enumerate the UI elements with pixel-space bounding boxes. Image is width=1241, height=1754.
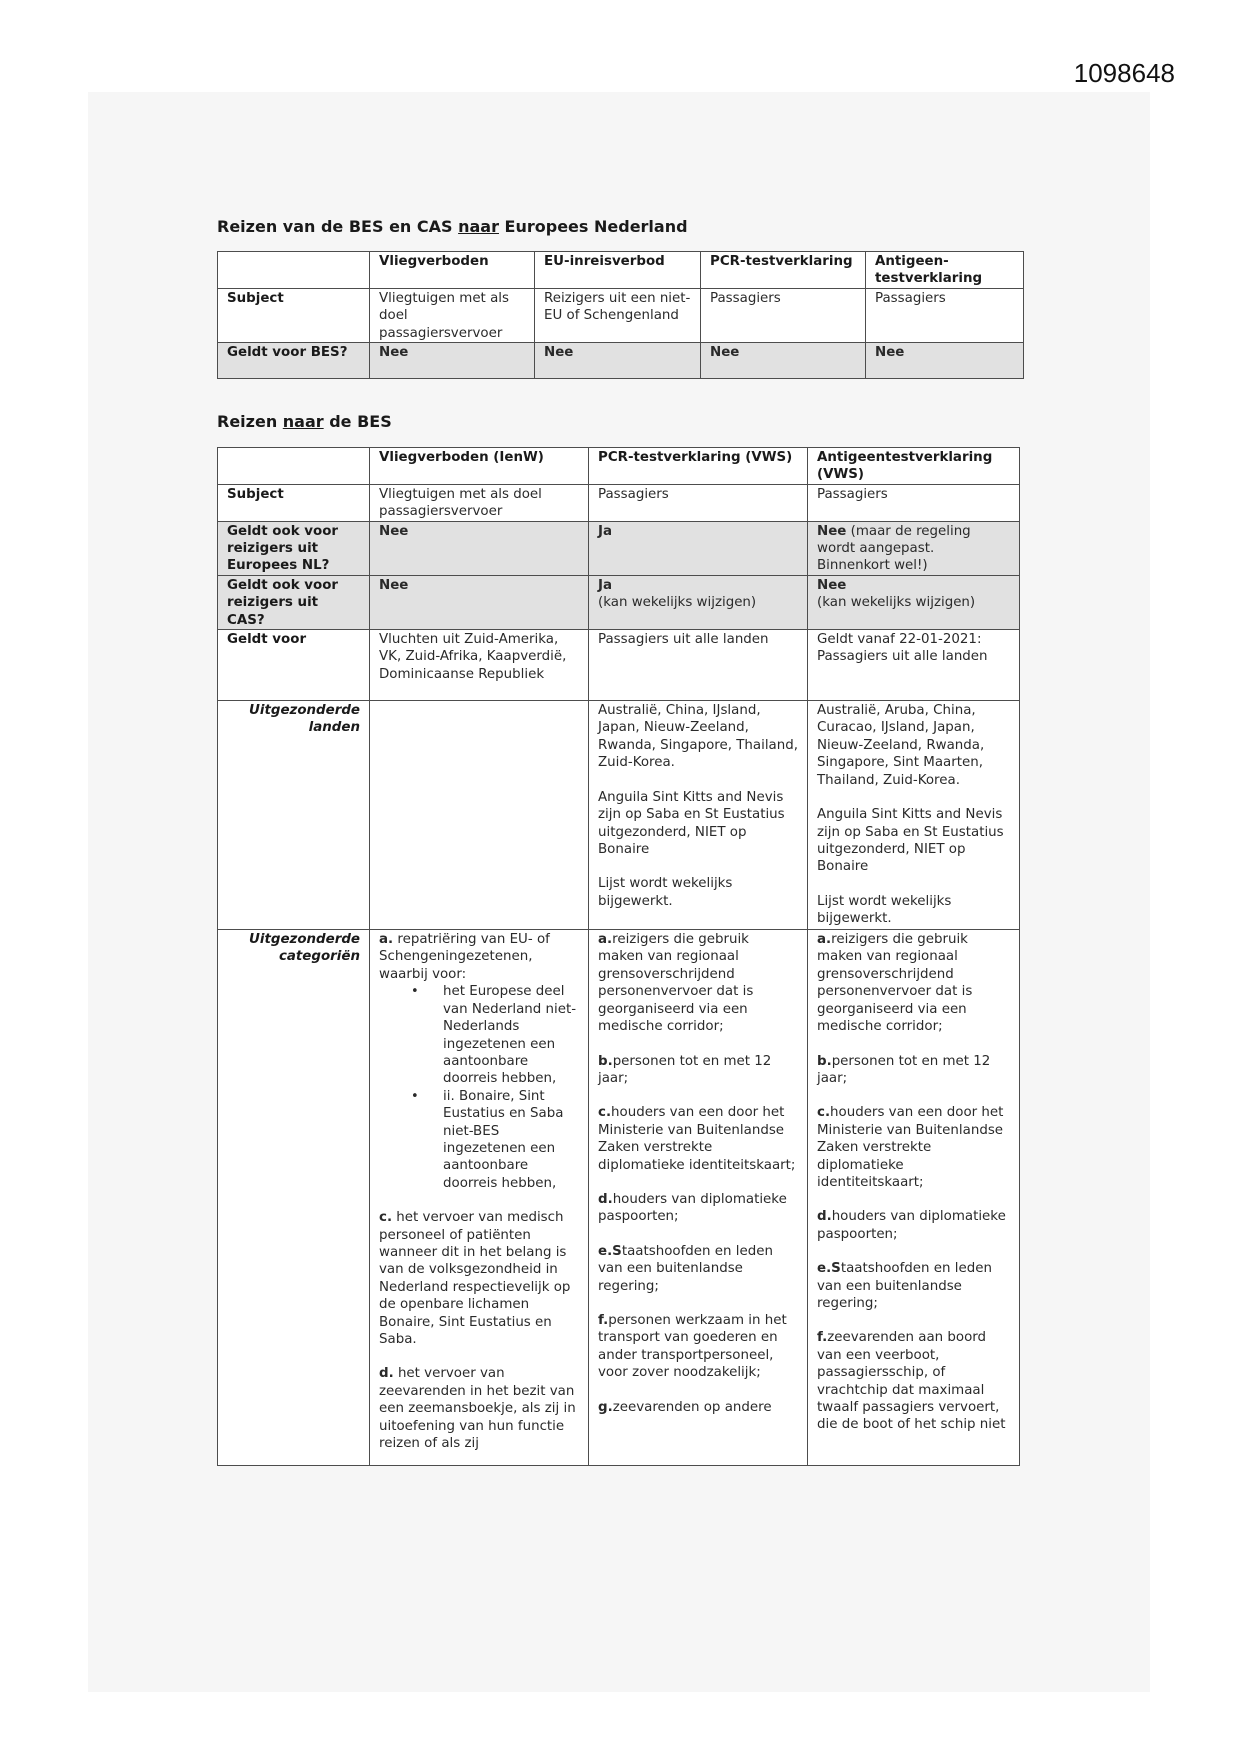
column-header: EU-inreisverbod	[535, 252, 701, 289]
table-cell: Vluchten uit Zuid-Amerika, VK, Zuid-Afrika, Kaapverdië, Dominicaanse Republiek	[370, 630, 589, 701]
table-cell	[808, 930, 1020, 1466]
table-row	[218, 343, 1024, 379]
column-header: Vliegverboden	[370, 252, 535, 289]
table-cell: Nee (maar de regeling wordt aangepast. Binnenkort wel!)	[808, 521, 1020, 575]
table-cell: Nee (kan wekelijks wijzigen)	[808, 575, 1020, 629]
travel-from-bes-table	[217, 251, 1024, 379]
table-cell: Nee	[535, 343, 701, 379]
category-item: b.personen tot en met 12 jaar;	[598, 1053, 772, 1086]
section1-heading: Reizen van de BES en CAS naar Europees Nederland	[217, 217, 688, 236]
category-a: a. repatriëring van EU- of Schengeningezetenen, waarbij voor:	[379, 932, 550, 982]
list-item: • het Europese deel van Nederland niet-Nederlands ingezetenen een aantoonbare doorreis hebben,	[443, 983, 579, 1087]
table-cell	[808, 701, 1020, 930]
list-item: • ii. Bonaire, Sint Eustatius en Saba niet-BES ingezetenen een aantoonbare doorreis hebben,	[443, 1088, 579, 1192]
category-item: d.houders van diplomatieke paspoorten;	[598, 1191, 787, 1225]
section2-heading: Reizen naar de BES	[217, 412, 392, 431]
column-header: Vliegverboden (IenW)	[370, 448, 589, 485]
column-header: PCR-testverklaring	[701, 252, 866, 289]
table-row	[218, 484, 1020, 521]
bullet-list	[379, 983, 579, 1192]
table-cell: Passagiers uit alle landen	[589, 630, 808, 701]
table-cell: Nee	[370, 575, 589, 629]
column-header: Antigeentestverklaring (VWS)	[808, 448, 1020, 485]
category-item: g.zeevarenden op andere	[598, 1399, 772, 1415]
corner-cell	[218, 252, 370, 289]
category-item: c.houders van een door het Ministerie van Buitenlandse Zaken verstrekte diplomatieke identiteitskaart;	[598, 1105, 796, 1173]
table-cell: Ja	[589, 521, 808, 575]
table-cell: Geldt vanaf 22-01-2021: Passagiers uit alle landen	[808, 630, 1020, 701]
table-row	[218, 930, 1020, 1466]
table-cell: Passagiers	[866, 288, 1024, 342]
table-cell: Nee	[866, 343, 1024, 379]
category-item: a.reizigers die gebruik maken van regionaal grensoverschrijdend personenvervoer dat is georganiseerd via een medische corridor;	[598, 932, 754, 1035]
paragraph: Lijst wordt wekelijks bijgewerkt.	[817, 893, 952, 927]
table-cell: Ja (kan wekelijks wijzigen)	[589, 575, 808, 629]
row-header: Geldt ook voor reizigers uit CAS?	[218, 575, 370, 629]
table-row	[218, 630, 1020, 701]
category-item: f.personen werkzaam in het transport van goederen en ander transportpersoneel, voor zover noodzakelijk;	[598, 1312, 787, 1381]
category-item: e.Staatshoofden en leden van een buitenlandse regering;	[598, 1243, 773, 1294]
column-header: PCR-testverklaring (VWS)	[589, 448, 808, 485]
table-cell: Vliegtuigen met als doel passagiersvervoer	[370, 288, 535, 342]
table-row	[218, 288, 1024, 342]
category-item: b.personen tot en met 12 jaar;	[817, 1053, 991, 1086]
row-header: Subject	[218, 288, 370, 342]
paragraph: Anguila Sint Kitts and Nevis zijn op Saba en St Eustatius uitgezonderd, NIET op Bonaire	[598, 789, 785, 857]
table-row	[218, 701, 1020, 930]
row-header: Subject	[218, 484, 370, 521]
table-row	[218, 521, 1020, 575]
table-header-row	[218, 448, 1020, 485]
row-header: Geldt ook voor reizigers uit Europees NL?	[218, 521, 370, 575]
table-cell: Passagiers	[808, 484, 1020, 521]
table-row	[218, 575, 1020, 629]
row-header: Uitgezonderde landen	[218, 701, 370, 930]
column-header: Antigeen-testverklaring	[866, 252, 1024, 289]
travel-to-bes-table	[217, 447, 1020, 1466]
table-header-row	[218, 252, 1024, 289]
category-item: f.zeevarenden aan boord van een veerboot, passagiersschip, of vrachtchip dat maximaal twaalf passagiers vervoert, die de boot of het schip niet	[817, 1330, 1006, 1433]
paragraph: Anguila Sint Kitts and Nevis zijn op Saba en St Eustatius uitgezonderd, NIET op Bonaire	[817, 807, 1004, 875]
table-cell: Nee	[370, 343, 535, 379]
document-number: 1098648	[1073, 58, 1175, 88]
paragraph: Lijst wordt wekelijks bijgewerkt.	[598, 876, 733, 909]
paragraph: Australië, Aruba, China, Curacao, IJsland, Japan, Nieuw-Zeeland, Rwanda, Singapore, Sint Maarten, Thailand, Zuid-Korea.	[817, 703, 985, 788]
section1-heading-underlined: naar	[458, 217, 499, 236]
section2-heading-underlined: naar	[282, 412, 324, 431]
row-header: Uitgezonderde categoriën	[218, 930, 370, 1466]
corner-cell	[218, 448, 370, 485]
row-header: Geldt voor BES?	[218, 343, 370, 379]
category-item: e.Staatshoofden en leden van een buitenlandse regering;	[817, 1261, 992, 1311]
category-item: c.houders van een door het Ministerie van Buitenlandse Zaken verstrekte diplomatieke identiteitskaart;	[817, 1105, 1004, 1190]
category-item: d.houders van diplomatieke paspoorten;	[817, 1209, 1006, 1242]
table-cell: Passagiers	[701, 288, 866, 342]
table-cell: Vliegtuigen met als doel passagiersvervoer	[370, 484, 589, 521]
table-cell	[589, 701, 808, 930]
table-cell: Nee	[370, 521, 589, 575]
category-item: a.reizigers die gebruik maken van regionaal grensoverschrijdend personenvervoer dat is georganiseerd via een medische corridor;	[817, 932, 973, 1035]
row-header: Geldt voor	[218, 630, 370, 701]
table-cell: Passagiers	[589, 484, 808, 521]
table-cell	[589, 930, 808, 1466]
table-cell	[370, 930, 589, 1466]
category-d: d. het vervoer van zeevarenden in het bezit van een zeemansboekje, als zij in uitoefening van hun functie reizen of als zij	[379, 1366, 576, 1452]
table-cell	[370, 701, 589, 930]
table-cell: Reizigers uit een niet-EU of Schengenland	[535, 288, 701, 342]
category-c: c. het vervoer van medisch personeel of patiënten wanneer dit in het belang is van de volksgezondheid in Nederland respectievelijk op de openbare lichamen Bonaire, Sint Eustatius en Saba.	[379, 1210, 571, 1347]
paragraph: Australië, China, IJsland, Japan, Nieuw-Zeeland, Rwanda, Singapore, Thailand, Zuid-Korea.	[598, 703, 798, 771]
table-cell: Nee	[701, 343, 866, 379]
